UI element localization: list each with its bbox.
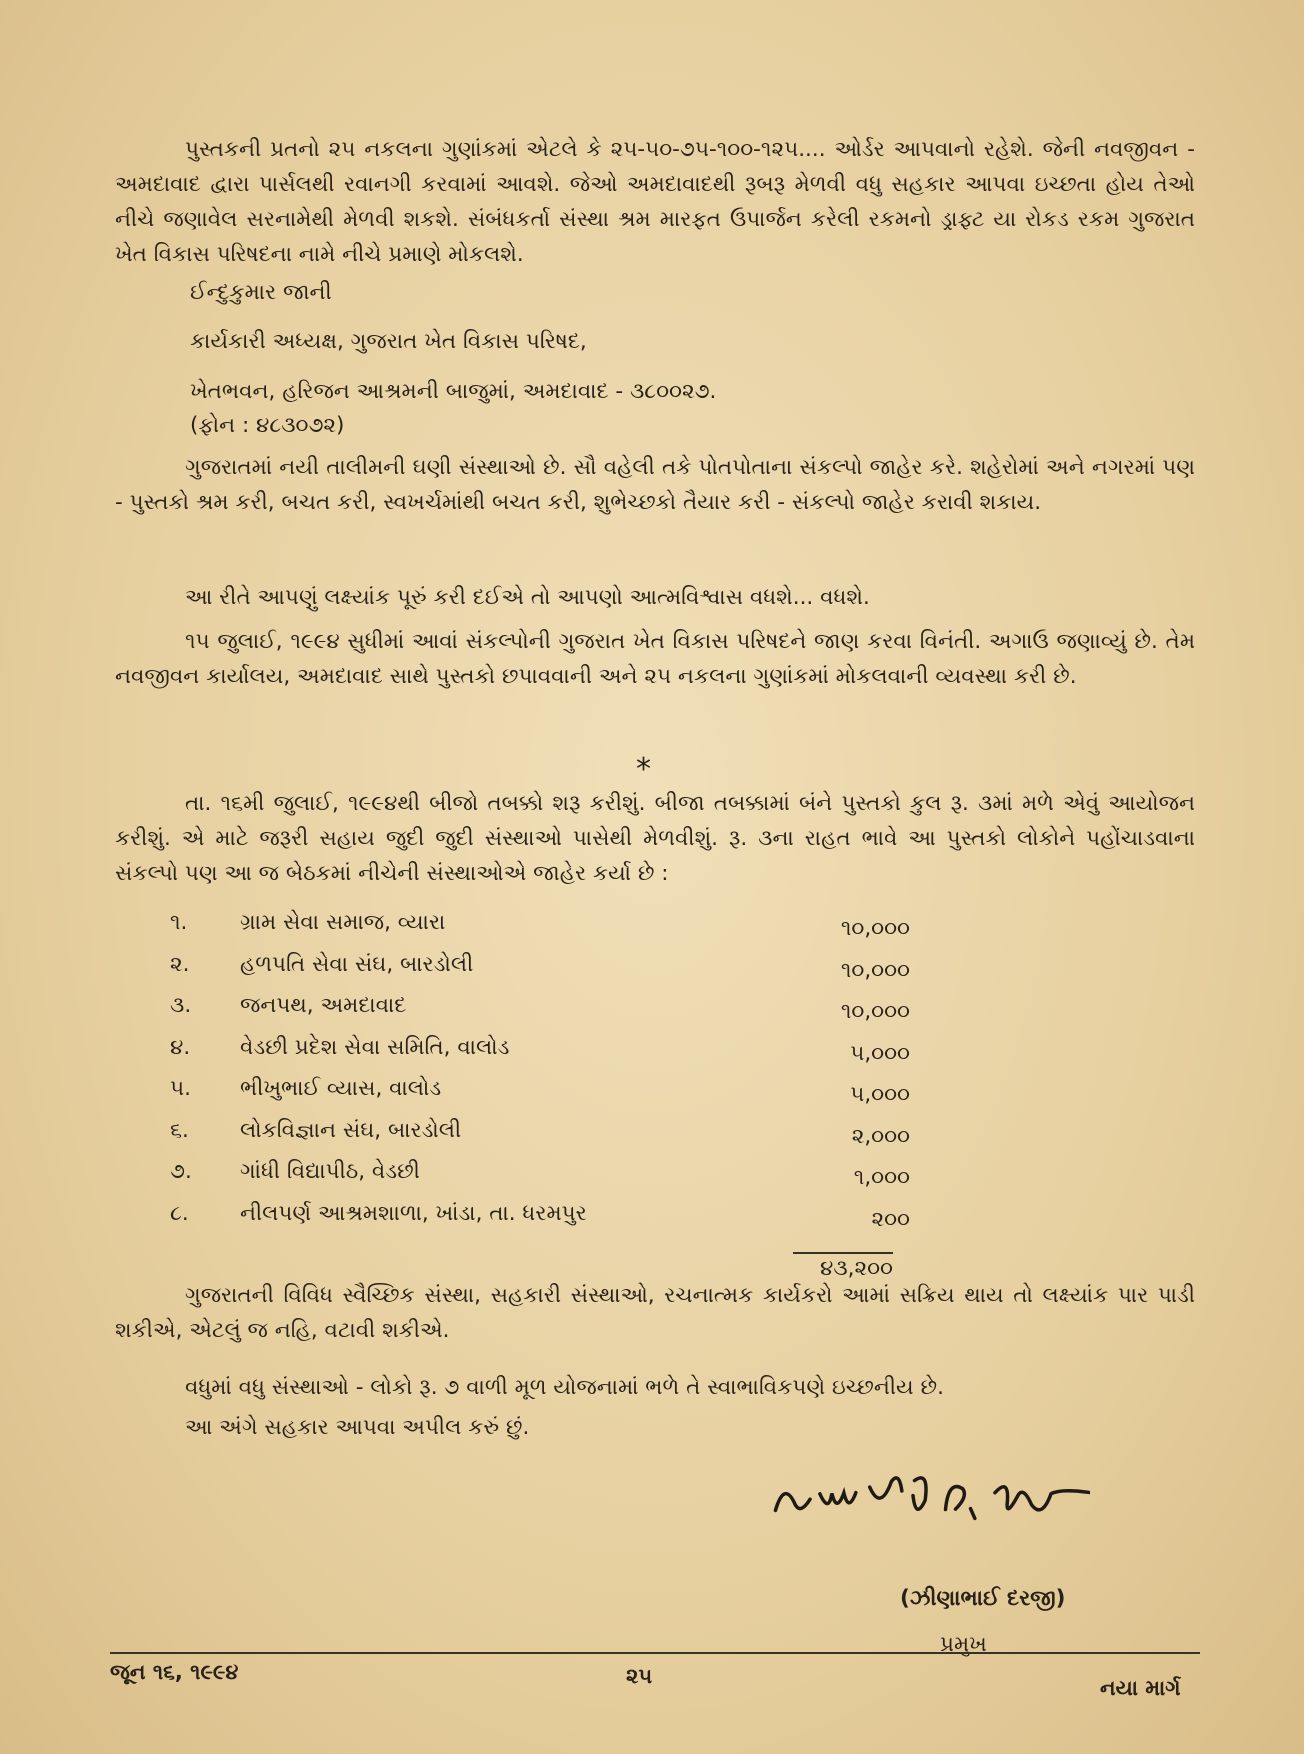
paragraph-appeal: આ અંગે સહકાર આપવા અપીલ કરું છું. xyxy=(185,1415,530,1440)
pledge-amount: ૫,૦૦૦ xyxy=(850,1082,910,1107)
paragraph-original-scheme: વધુમાં વધુ સંસ્થાઓ - લોકો રૂ. ૭ વાળી મૂળ યોજનામાં ભળે તે સ્વાભાવિકપણે ઇચ્છનીય છે. xyxy=(185,1375,944,1400)
footer-date: જૂન ૧૬, ૧૯૯૪ xyxy=(110,1660,239,1684)
item-number: ૪. xyxy=(170,1034,191,1060)
page-number: ૨૫ xyxy=(626,1664,653,1688)
total-divider xyxy=(793,1252,893,1254)
item-number: ૨. xyxy=(170,951,190,977)
institution-name: હળપતિ સેવા સંઘ, બારડોલી xyxy=(240,951,474,977)
list-item xyxy=(170,1035,910,1077)
institution-name: નીલપર્ણ આશ્રમશાળા, ખાંડા, તા. ધરમપુર xyxy=(240,1200,587,1226)
institution-name: ભીખુભાઈ વ્યાસ, વાલોડ xyxy=(240,1076,442,1101)
paragraph-confidence: આ રીતે આપણું લક્ષ્યાંક પૂરું કરી દઈએ તો આપણો આત્મવિશ્વાસ વધશે... વધશે. xyxy=(185,585,870,610)
list-item xyxy=(170,1076,910,1118)
item-number: ૭. xyxy=(170,1159,192,1184)
list-item xyxy=(170,1159,910,1201)
item-number: ૧. xyxy=(170,910,188,935)
institution-name: ગાંધી વિદ્યાપીઠ, વેડછી xyxy=(240,1159,420,1184)
list-item xyxy=(170,1201,910,1243)
pledge-amount: ૧૦,૦૦૦ xyxy=(840,999,910,1024)
item-number: ૬. xyxy=(170,1117,189,1143)
signatory-title: પ્રમુખ xyxy=(940,1632,987,1657)
paragraph-institutions: ગુજરાતમાં નયી તાલીમની ઘણી સંસ્થાઓ છે. સૌ વહેલી તકે પોતપોતાના સંકલ્પો જાહેર કરે. શહેરોમાં અને નગરમાં પણ - પુસ્તકો શ્રમ કરી, બચત કરી, સ્વખર્ચમાંથી બચત કરી, શુભેચ્છકો તૈયાર કરી - સંકલ્પો જાહેર કરાવી શકાય. xyxy=(115,455,1195,515)
paragraph-order-instructions: પુસ્તકની પ્રતનો ૨૫ નકલના ગુણાંકમાં એટલે કે ૨૫-૫૦-૭૫-૧૦૦-૧૨૫.... ઓર્ડર આપવાનો રહેશે. જેની નવજીવન - અમદાવાદ દ્વારા પાર્સલથી રવાનગી કરવામાં આવશે. જેઓ અમદાવાદથી રૂબરૂ મેળવી વધુ સહકાર આપવા ઇચ્છતા હોય તેઓ નીચે જણાવેલ સરનામેથી મેળવી શકશે. સંબંધકર્તા સંસ્થા શ્રમ મારફત ઉપાર્જન કરેલી રકમનો ડ્રાફ્ટ યા રોકડ રકમ ગુજરાત ખેત વિકાસ પરિષદના નામે નીચે પ્રમાણે મોકલશે. xyxy=(115,137,1195,267)
publication-name: નયા માર્ગ xyxy=(1100,1676,1181,1700)
handwritten-signature xyxy=(769,1449,1092,1540)
list-item xyxy=(170,910,910,952)
institution-name: લોકવિજ્ઞાન સંઘ, બારડોલી xyxy=(240,1117,462,1143)
address-location: ખેતભવન, હરિજન આશ્રમની બાજુમાં, અમદાવાદ - ૩૮૦૦૨૭. xyxy=(190,379,717,404)
list-item xyxy=(170,993,910,1035)
pledge-amount: ૨,૦૦૦ xyxy=(851,1123,910,1149)
institution-name: વેડછી પ્રદેશ સેવા સમિતિ, વાલોડ xyxy=(240,1034,510,1060)
pledge-amount: ૧૦,૦૦૦ xyxy=(840,957,910,983)
list-item xyxy=(170,1118,910,1160)
list-item xyxy=(170,952,910,994)
paragraph-deadline: ૧૫ જુલાઈ, ૧૯૯૪ સુધીમાં આવાં સંકલ્પોની ગુજરાત ખેત વિકાસ પરિષદને જાણ કરવા વિનંતી. અગાઉ જણાવ્યું છે. તેમ નવજીવન કાર્યાલય, અમદાવાદ સાથે પુસ્તકો છપાવવાની અને ૨૫ નકલના ગુણાંકમાં મોકલવાની વ્યવસ્થા કરી છે. xyxy=(115,629,1195,689)
item-number: ૮. xyxy=(170,1200,189,1226)
pledge-total: ૪૩,૨૦૦ xyxy=(820,1256,893,1281)
pledge-amount: ૫,૦૦૦ xyxy=(850,1040,910,1066)
paragraph-participation: ગુજરાતની વિવિધ સ્વૈચ્છિક સંસ્થા, સહકારી સંસ્થાઓ, રચનાત્મક કાર્યકરો આમાં સક્રિય થાય તો લક્ષ્યાંક પાર પાડી શકીએ, એટલું જ નહિ, વટાવી શકીએ. xyxy=(115,1283,1195,1343)
item-number: ૫. xyxy=(170,1076,191,1101)
pledge-amount: ૧૦,૦૦૦ xyxy=(840,916,910,941)
pledge-list xyxy=(170,910,910,1242)
address-name: ઈન્દુકુમાર જાની xyxy=(190,280,332,305)
footer-divider xyxy=(110,1652,1200,1654)
signatory-name: (ઝીણાભાઈ દરજી) xyxy=(900,1586,1066,1611)
address-designation: કાર્યકારી અધ્યક્ષ, ગુજરાત ખેત વિકાસ પરિષદ, xyxy=(190,329,587,354)
pledge-amount: ૧,૦૦૦ xyxy=(853,1165,910,1190)
section-separator: * xyxy=(636,752,651,787)
institution-name: ગ્રામ સેવા સમાજ, વ્યારા xyxy=(240,910,446,935)
paragraph-second-phase: તા. ૧૬મી જુલાઈ, ૧૯૯૪થી બીજો તબક્કો શરૂ કરીશું. બીજા તબક્કામાં બંને પુસ્તકો કુલ રૂ. ૩માં મળે એવું આયોજન કરીશું. એ માટે જરૂરી સહાય જુદી જુદી સંસ્થાઓ પાસેથી મેળવીશું. રૂ. ૩ના રાહત ભાવે આ પુસ્તકો લોકોને પહોંચાડવાના સંકલ્પો પણ આ જ બેઠકમાં નીચેની સંસ્થાઓએ જાહેર કર્યા છે : xyxy=(115,791,1195,886)
institution-name: જનપથ, અમદાવાદ xyxy=(240,993,407,1018)
item-number: ૩. xyxy=(170,993,192,1018)
address-phone: (ફોન : ૪૮૩૦૭૨) xyxy=(190,413,345,438)
pledge-amount: ૨૦૦ xyxy=(871,1206,910,1232)
